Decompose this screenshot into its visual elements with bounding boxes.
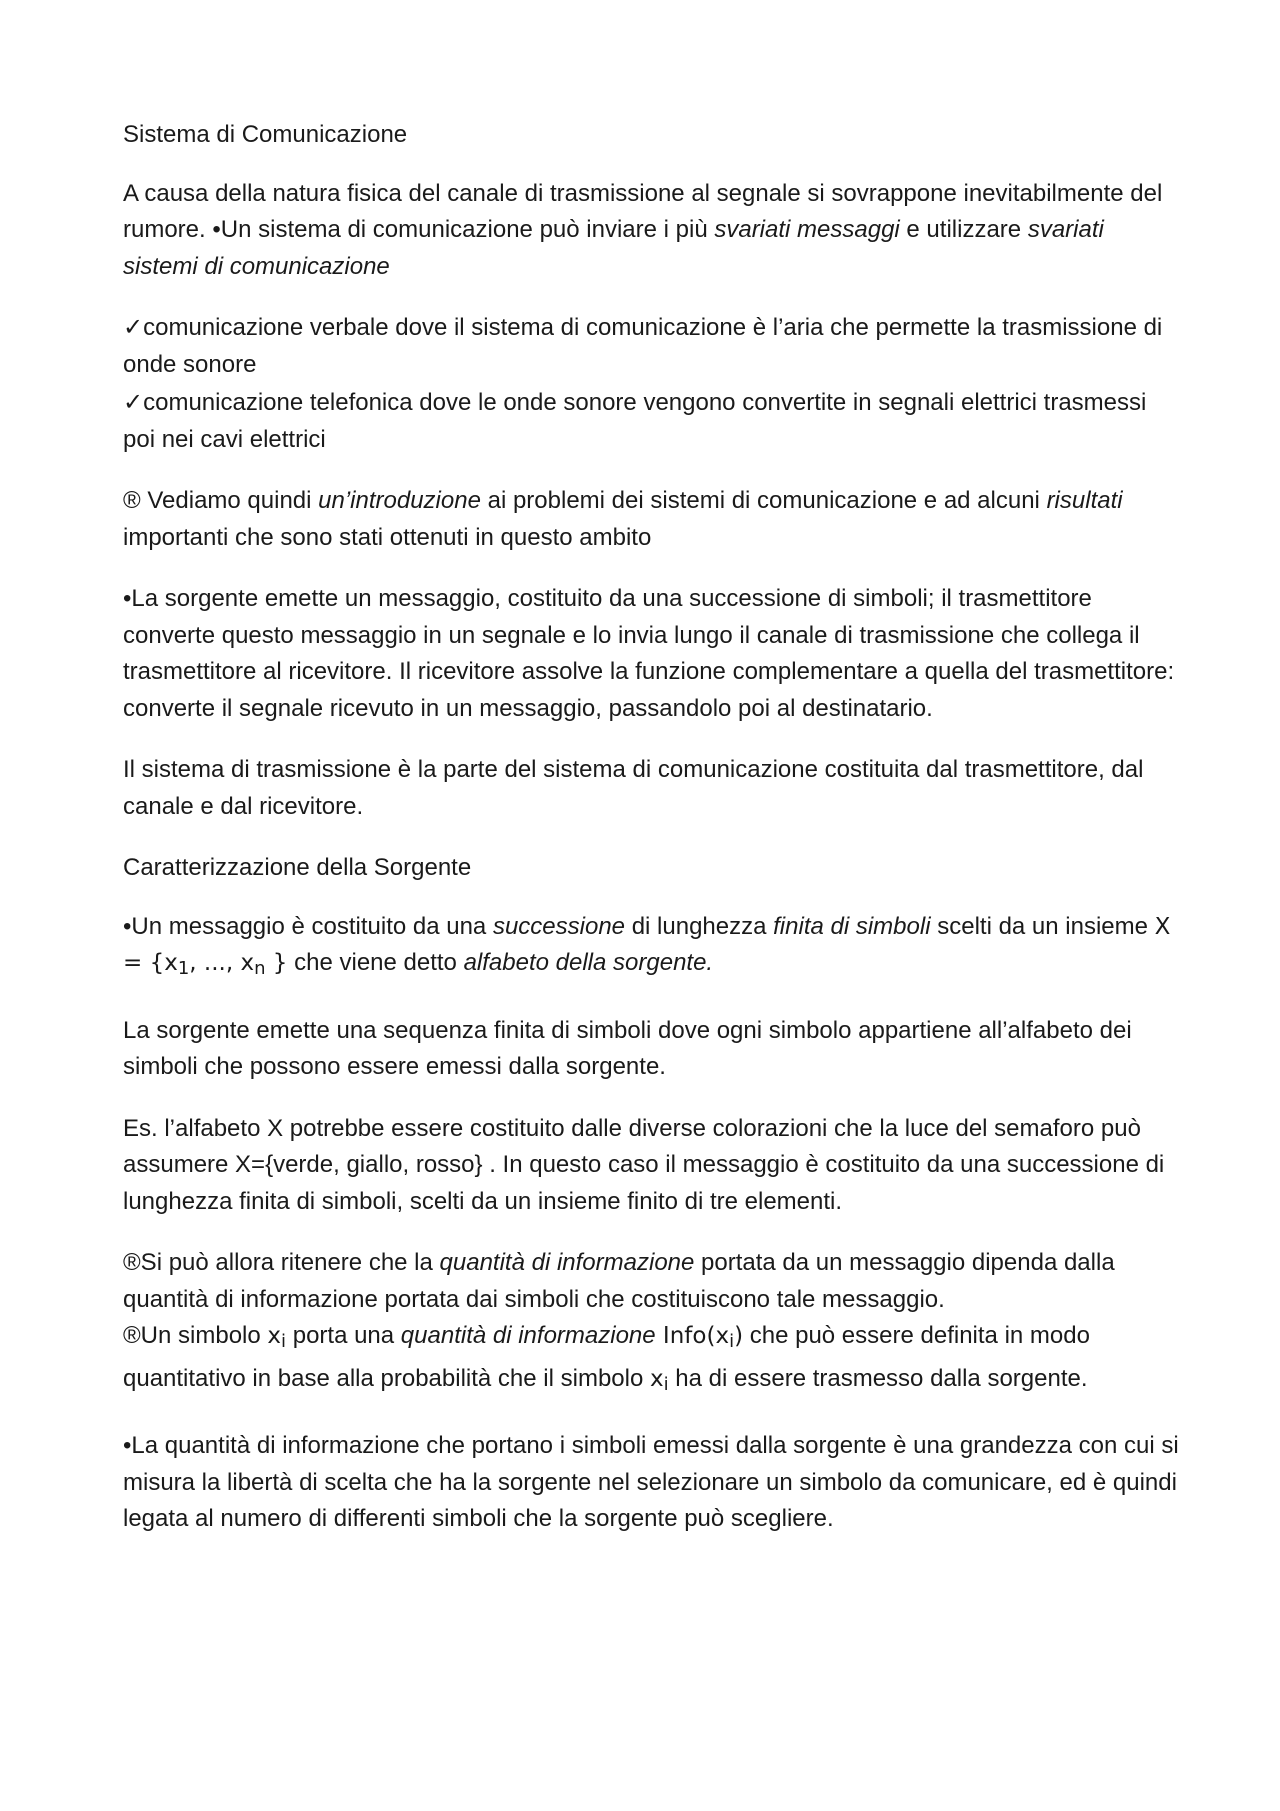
- text-run: che può essere definita in modo quantitativo in base alla probabilità che il simbolo: [123, 1322, 1090, 1392]
- text-run: e utilizzare: [899, 216, 1028, 243]
- text-run: ®Si può allora ritenere che la: [123, 1249, 440, 1276]
- italic-run: alfabeto della sorgente.: [463, 949, 714, 976]
- text-run: ai problemi dei sistemi di comunicazione e ad alcuni: [480, 487, 1047, 514]
- paragraph-transmission-system: Il sistema di trasmissione è la parte del sistema di comunicazione costituita dal trasmettitore, dal canale e dal ricevitore.: [123, 756, 1144, 820]
- text-run: importanti che sono stati ottenuti in questo ambito: [123, 523, 652, 551]
- italic-run: risultati: [1046, 487, 1123, 514]
- paragraph-intro: [123, 176, 1183, 286]
- paragraph-freedom-of-choice: •La quantità di informazione che portano i simboli emessi dalla sorgente è una grandezza con cui si misura la libertà di scelta che ha la sorgente nel selezionare un simbolo da comunicare, ed è quindi legata al numero di differenti simboli che la sorgente può scegliere.: [123, 1432, 1179, 1532]
- paragraph-information-quantity: [123, 1245, 1183, 1403]
- checklist-item-telephone: ✓comunicazione telefonica dove le onde sonore vengono convertite in segnali elettrici trasmessi poi nei cavi elettrici: [123, 389, 1147, 453]
- text-run: portata da un messaggio dipenda dalla quantità di informazione portata dai simboli che costituiscono tale messaggio.: [123, 1249, 1115, 1313]
- symbol-xi-formula: $x_i$: [267, 1323, 287, 1352]
- italic-run: svariati messaggi: [714, 216, 900, 243]
- text-run: ®Un simbolo: [123, 1322, 268, 1349]
- text-run: scelti da un insieme: [930, 912, 1155, 940]
- paragraph-source-transmitter: •La sorgente emette un messaggio, costituito da una successione di simboli; il trasmettitore converte questo messaggio in un segnale e lo invia lungo il canale di trasmissione che collega il trasmettitore al ricevitore. Il ricevitore assolve la funzione complementare a quella del trasmettitore: converte il segnale ricevuto in un messaggio, passandolo poi al destinatario.: [123, 585, 1175, 722]
- italic-run: svariati sistemi di comunicazione: [123, 216, 1104, 280]
- italic-run: quantità di informazione: [400, 1322, 656, 1349]
- document-body: [123, 117, 1183, 1563]
- text-run: A causa della natura fisica del canale di trasmissione al segnale si sovrappone inevitabilmente del rumore. •Un sistema di comunicazione può inviare i più: [123, 179, 1163, 243]
- text-run: ha di essere trasmesso dalla sorgente.: [668, 1364, 1088, 1392]
- paragraph-introduction-note: [123, 483, 1183, 556]
- section-title-source: Caratterizzazione della Sorgente: [123, 854, 472, 881]
- text-run: che viene detto: [287, 949, 464, 976]
- italic-run: finita di simboli: [773, 912, 931, 940]
- paragraph-sequence: La sorgente emette una sequenza finita di simboli dove ogni simbolo appartiene all’alfabeto dei simboli che possono essere emessi dalla sorgente.: [123, 1016, 1132, 1080]
- checklist-item-verbal: ✓comunicazione verbale dove il sistema di comunicazione è l’aria che permette la trasmissione di onde sonore: [123, 314, 1163, 378]
- text-run: porta una: [286, 1322, 401, 1349]
- symbol-xi-formula: $x_i$: [649, 1365, 669, 1395]
- alphabet-set-formula: $X = \{x_1$, ..., $x_n$ }: [123, 913, 1171, 979]
- text-run: •Un messaggio è costituito da una: [123, 912, 493, 940]
- paragraph-message-definition: [123, 909, 1183, 988]
- info-xi-formula: $Info(x_i)$: [655, 1323, 744, 1352]
- text-run: di lunghezza: [625, 912, 774, 940]
- italic-run: successione: [492, 912, 626, 940]
- paragraph-example-traffic-light: Es. l’alfabeto X potrebbe essere costituito dalle diverse colorazioni che la luce del semaforo può assumere X={verde, giallo, rosso} . In questo caso il messaggio è costituito da una successione di lunghezza finita di simboli, scelti da un insieme finito di tre elementi.: [123, 1114, 1165, 1215]
- section-title: Sistema di Comunicazione: [123, 121, 408, 148]
- italic-run: un’introduzione: [318, 487, 481, 514]
- text-run: ® Vediamo quindi: [123, 487, 319, 514]
- italic-run: quantità di informazione: [439, 1249, 695, 1276]
